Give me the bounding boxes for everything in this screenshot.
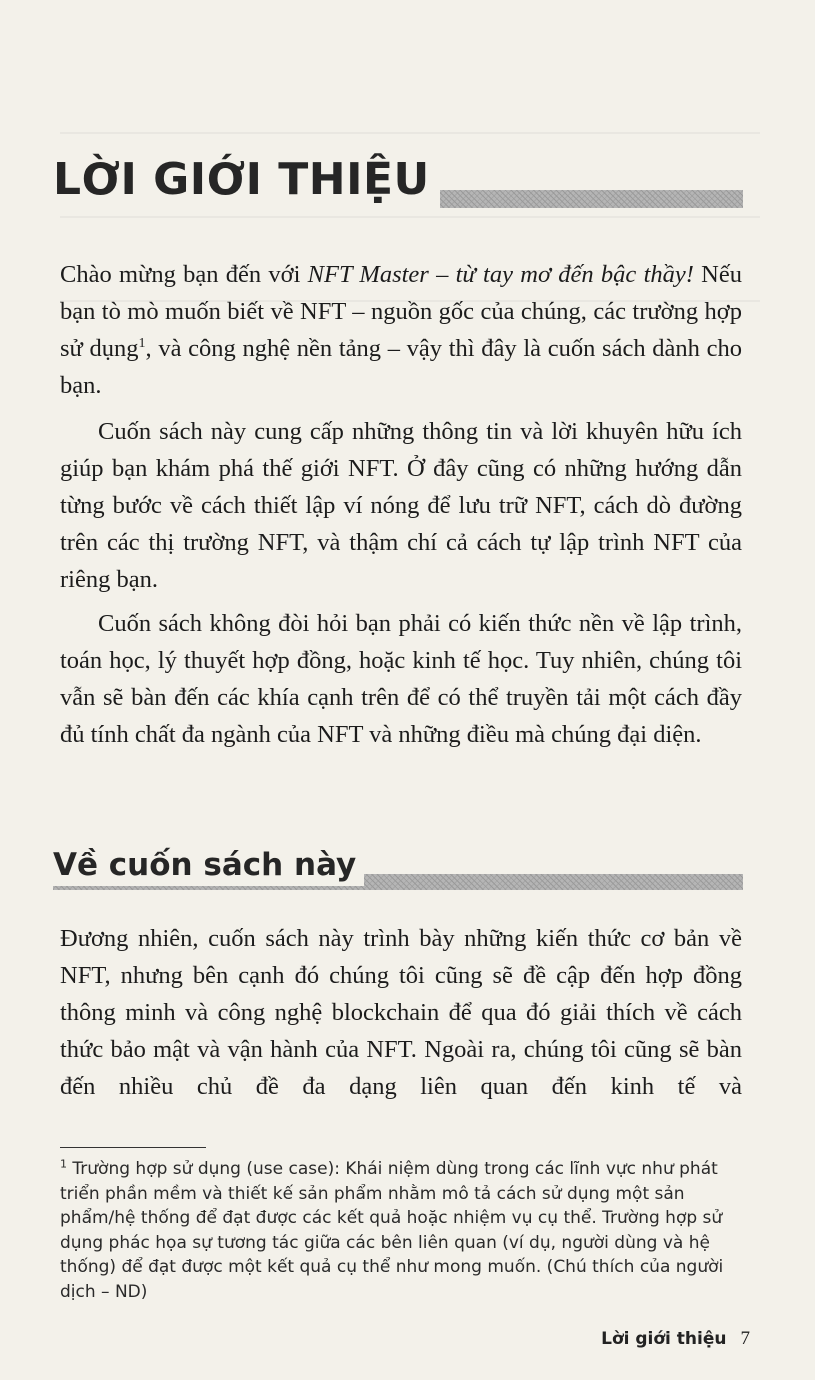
page-number: 7	[740, 1328, 750, 1349]
intro-paragraph-3: Cuốn sách không đòi hỏi bạn phải có kiến thức nền về lập trình, toán học, lý thuyết hợp đồng, hoặc kinh tế học. Tuy nhiên, chúng tôi vẫn sẽ bàn đến các khía cạnh trên để có thể truyền tải một cách đầy đủ tính chất đa ngành của NFT và những điều mà chúng đại diện.	[60, 610, 742, 748]
running-footer-title: Lời giới thiệu	[601, 1329, 727, 1349]
footnote-reference[interactable]: 1	[138, 335, 146, 351]
intro-text-middle: Nếu bạn tò mò muốn biết về NFT – nguồn gốc của chúng, các trường hợp sử dụng	[60, 261, 742, 362]
footnote	[60, 1157, 750, 1304]
intro-paragraph-1	[60, 256, 742, 404]
chapter-heading-block	[53, 152, 743, 214]
section-heading-block	[53, 844, 743, 894]
footnote-marker: 1	[60, 1157, 67, 1171]
intro-text-start: Chào mừng bạn đến với	[60, 261, 308, 288]
section-paragraph-1: Đương nhiên, cuốn sách này trình bày những kiến thức cơ bản về NFT, nhưng bên cạnh đó chúng tôi cũng sẽ đề cập đến hợp đồng thông minh và công nghệ blockchain để qua đó giải thích về cách thức bảo mật và vận hành của NFT. Ngoài ra, chúng tôi cũng sẽ bàn đến nhiều chủ đề đa dạng liên quan đến kinh tế và	[60, 925, 742, 1100]
intro-paragraph-2: Cuốn sách này cung cấp những thông tin và lời khuyên hữu ích giúp bạn khám phá thế giới NFT. Ở đây cũng có những hướng dẫn từng bước về cách thiết lập ví nóng để lưu trữ NFT, cách dò đường trên các thị trường NFT, và thậm chí cả cách tự lập trình NFT của riêng bạn.	[60, 418, 742, 593]
running-footer	[560, 1328, 750, 1350]
footnote-text: Trường hợp sử dụng (use case): Khái niệm dùng trong các lĩnh vực như phát triển phần mềm và thiết kế sản phẩm nhằm mô tả cách sử dụng một sản phẩm/hệ thống để đạt được các kết quả hoặc nhiệm vụ cụ thể. Trường hợp sử dụng phác họa sự tương tác giữa các bên liên quan (ví dụ, người dùng và hệ thống) để đạt được một kết quả cụ thể như mong muốn. (Chú thích của người dịch – ND)	[60, 1159, 724, 1302]
chapter-title: LỜI GIỚI THIỆU	[53, 152, 440, 208]
intro-text-end: , và công nghệ nền tảng – vậy thì đây là cuốn sách dành cho bạn.	[60, 335, 742, 399]
footnote-divider	[60, 1147, 206, 1148]
book-title-italic: NFT Master – từ tay mơ đến bậc thầy!	[307, 261, 694, 288]
section-title: Về cuốn sách này	[53, 844, 364, 886]
